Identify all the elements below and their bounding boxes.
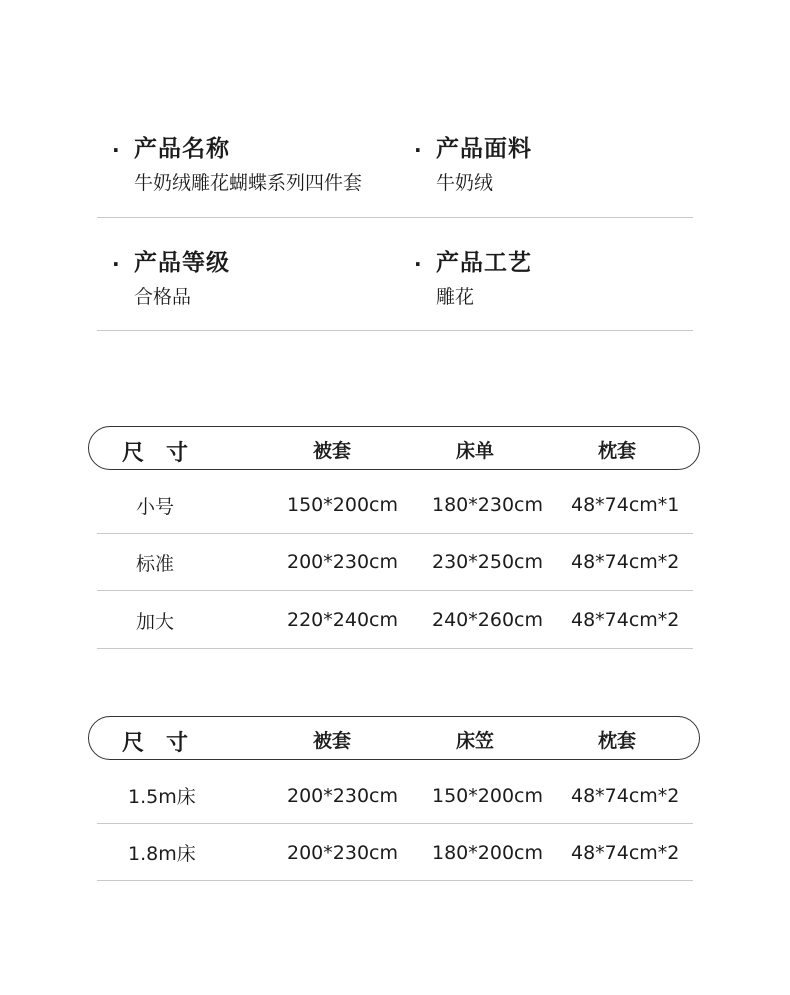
row-divider [97, 590, 693, 591]
row-divider [97, 648, 693, 649]
row-divider [97, 823, 693, 824]
divider [97, 217, 693, 218]
cell-pillow: 48*74cm*2 [571, 785, 680, 807]
attr-title: 产品面料 [436, 136, 532, 162]
attr-value: 牛奶绒雕花蝴蝶系列四件套 [134, 172, 363, 194]
cell-fitted-sheet: 150*200cm [432, 785, 543, 807]
cell-sheet: 240*260cm [432, 609, 543, 631]
cell-pillow: 48*74cm*2 [571, 551, 680, 573]
cell-pillow: 48*74cm*2 [571, 842, 680, 864]
header-size: 尺寸 [122, 731, 211, 756]
attr-value: 牛奶绒 [436, 172, 494, 194]
row-divider [97, 533, 693, 534]
attr-value: 雕花 [436, 286, 475, 308]
cell-pillow: 48*74cm*2 [571, 609, 680, 631]
header-pillowcase: 枕套 [598, 440, 637, 462]
row-size-label: 加大 [136, 611, 175, 633]
cell-duvet: 150*200cm [287, 494, 398, 516]
row-divider [97, 880, 693, 881]
cell-duvet: 200*230cm [287, 785, 398, 807]
cell-duvet: 220*240cm [287, 609, 398, 631]
header-duvet-cover: 被套 [313, 440, 352, 462]
header-sheet: 床单 [456, 440, 495, 462]
cell-duvet: 200*230cm [287, 551, 398, 573]
bullet: · [112, 138, 120, 162]
row-size-label: 标准 [136, 553, 175, 575]
attr-title: 产品名称 [134, 136, 230, 162]
attr-title: 产品等级 [134, 250, 230, 276]
cell-pillow: 48*74cm*1 [571, 494, 680, 516]
attr-title: 产品工艺 [436, 250, 532, 276]
row-size-label: 1.8m床 [128, 843, 196, 865]
cell-sheet: 180*230cm [432, 494, 543, 516]
cell-duvet: 200*230cm [287, 842, 398, 864]
attr-value: 合格品 [134, 286, 192, 308]
header-pillowcase: 枕套 [598, 730, 637, 752]
divider [97, 330, 693, 331]
header-fitted-sheet: 床笠 [456, 730, 495, 752]
header-size: 尺寸 [122, 441, 211, 466]
bullet: · [414, 138, 422, 162]
row-size-label: 小号 [136, 496, 175, 518]
header-duvet-cover: 被套 [313, 730, 352, 752]
row-size-label: 1.5m床 [128, 786, 196, 808]
bullet: · [112, 252, 120, 276]
bullet: · [414, 252, 422, 276]
cell-fitted-sheet: 180*200cm [432, 842, 543, 864]
cell-sheet: 230*250cm [432, 551, 543, 573]
